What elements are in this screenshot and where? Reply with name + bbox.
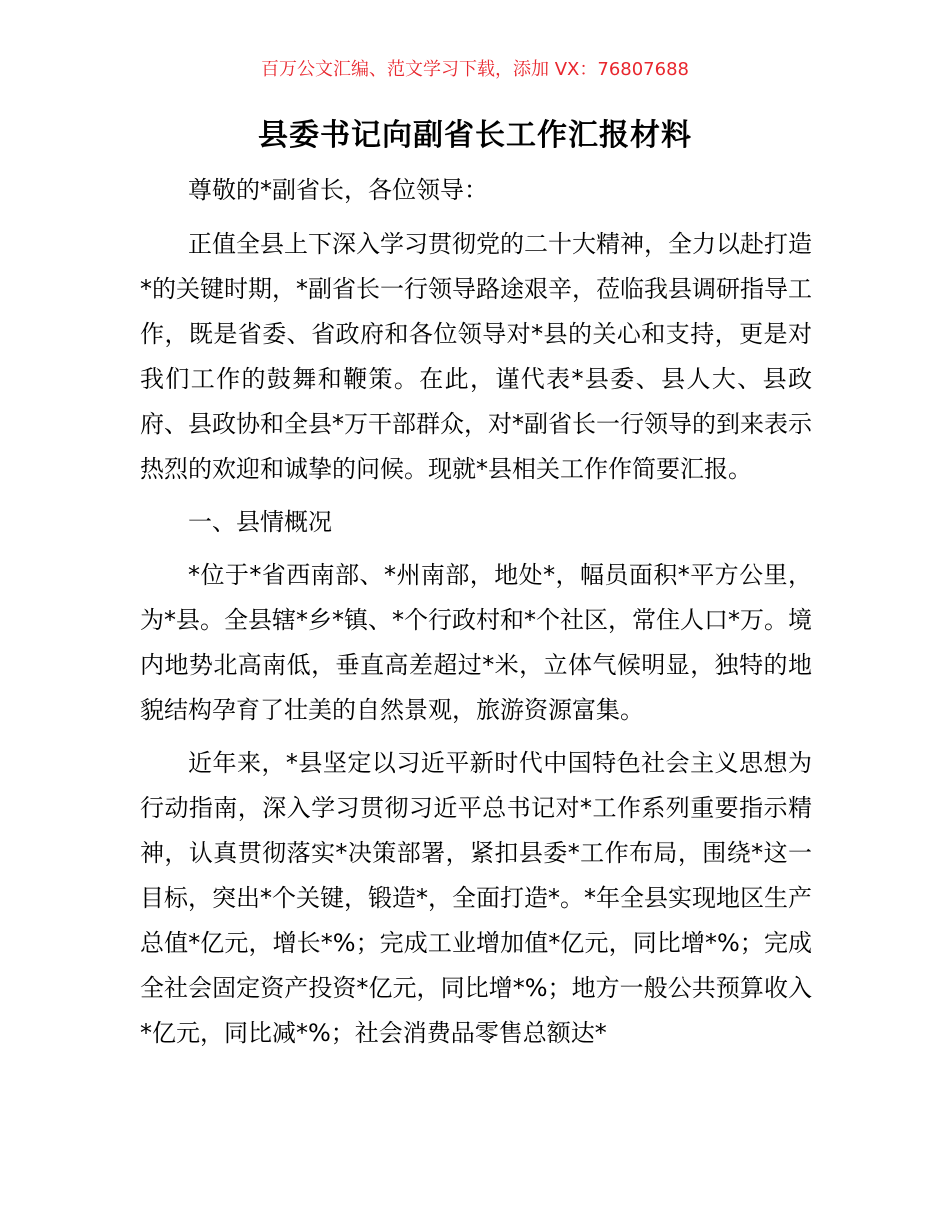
paragraph-recent-years: 近年来，*县坚定以习近平新时代中国特色社会主义思想为行动指南，深入学习贯彻习近平总书记对*工作系列重要指示精神，认真贯彻落实*决策部署，紧扣县委*工作布局，围绕*这一目标，突出*个关键，锻造*，全面打造*。*年全县实现地区生产总值*亿元，增长*%；完成工业增加值*亿元，同比增*%；完成全社会固定资产投资*亿元，同比增*%；地方一般公共预算收入*亿元，同比减*%；社会消费品零售总额达* [140, 749, 812, 1047]
greeting: 尊敬的*副省长，各位领导： [188, 176, 488, 204]
document-title: 县委书记向副省长工作汇报材料 [258, 118, 692, 153]
watermark-header-note: 百万公文汇编、范文学习下载，添加 VX：76807688 [261, 59, 689, 80]
paragraph-county-overview: *位于*省西南部、*州南部，地处*，幅员面积*平方公里，为*县。全县辖*乡*镇、*个行政村和*个社区，常住人口*万。境内地势北高南低，垂直高差超过*米，立体气候明显，独特的地貌结构孕育了壮美的自然景观，旅游资源富集。 [140, 561, 812, 724]
document-body [140, 168, 812, 1064]
section-heading: 一、县情概况 [188, 508, 332, 536]
paragraph-intro: 正值全县上下深入学习贯彻党的二十大精神，全力以赴打造*的关键时期，*副省长一行领导路途艰辛，莅临我县调研指导工作，既是省委、省政府和各位领导对*县的关心和支持，更是对我们工作的鼓舞和鞭策。在此，谨代表*县委、县人大、县政府、县政协和全县*万干部群众，对*副省长一行领导的到来表示热烈的欢迎和诚挚的问候。现就*县相关工作作简要汇报。 [140, 230, 812, 483]
